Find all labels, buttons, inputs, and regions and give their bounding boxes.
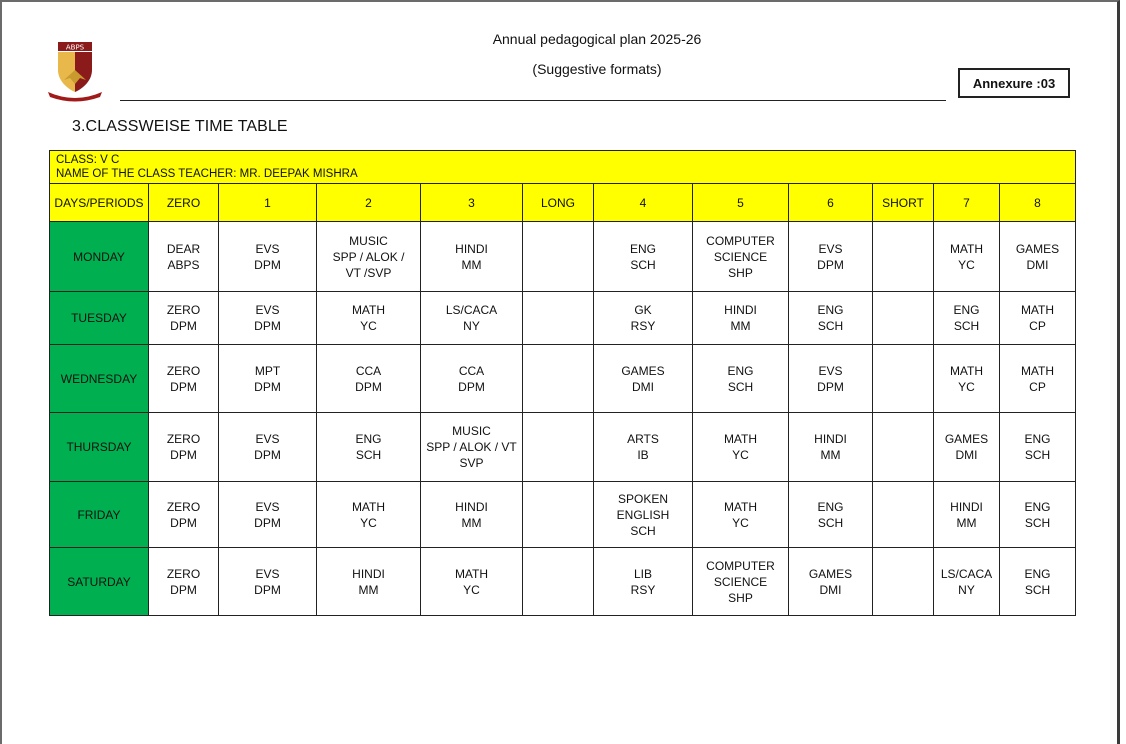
cell-line: MM xyxy=(461,257,482,272)
cell-line: SCH xyxy=(1024,582,1051,597)
cell-line: GAMES xyxy=(808,566,853,581)
cell-line: MUSIC xyxy=(349,233,388,248)
cell-line: DPM xyxy=(817,379,844,394)
period-cell xyxy=(1000,222,1076,292)
cell-line: ENG xyxy=(727,363,754,378)
period-cell xyxy=(789,413,873,482)
cell-line: DEAR xyxy=(166,241,201,256)
period-cell xyxy=(219,345,317,413)
cell-line: MATH xyxy=(351,303,386,317)
cell-line: MM xyxy=(358,582,379,597)
period-cell xyxy=(789,548,873,616)
period-cell xyxy=(317,548,421,616)
cell-line: SHP xyxy=(728,265,753,280)
cell-line: ENG xyxy=(355,432,382,446)
period-cell xyxy=(149,345,219,413)
cell-line: DPM xyxy=(170,379,197,394)
cell-line: MM xyxy=(730,319,751,333)
period-cell xyxy=(789,345,873,413)
cell-line: MM xyxy=(820,448,841,462)
cell-line: SCH xyxy=(630,523,656,538)
cell-line: LIB xyxy=(633,566,652,581)
cell-line: DPM xyxy=(355,379,382,394)
column-header: 2 xyxy=(317,184,421,222)
cell-line: CP xyxy=(1029,379,1046,394)
period-cell xyxy=(594,222,693,292)
column-header: 3 xyxy=(421,184,523,222)
cell-line: SVP xyxy=(459,456,484,470)
period-cell xyxy=(149,292,219,345)
period-cell xyxy=(934,413,1000,482)
cell-line: SCH xyxy=(727,379,754,394)
cell-line: IB xyxy=(637,448,649,462)
cell-line: DPM xyxy=(458,379,485,394)
cell-line: DMI xyxy=(632,379,654,394)
cell-line: SCIENCE xyxy=(713,249,768,264)
period-cell xyxy=(523,548,594,616)
period-cell xyxy=(789,482,873,548)
cell-line: CCA xyxy=(355,363,382,378)
cell-line: SCH xyxy=(1024,448,1051,462)
cell-line: HINDI xyxy=(724,303,757,317)
period-cell xyxy=(693,548,789,616)
header-row xyxy=(50,184,1076,222)
period-cell xyxy=(693,345,789,413)
table-row xyxy=(50,345,1076,413)
cell-line: SPP / ALOK / xyxy=(332,249,405,264)
cell-line: NY xyxy=(958,582,975,597)
table-row xyxy=(50,222,1076,292)
period-cell xyxy=(789,222,873,292)
period-cell xyxy=(693,482,789,548)
cell-line: EVS xyxy=(818,363,843,378)
period-cell xyxy=(934,222,1000,292)
cell-line: DMI xyxy=(955,448,978,462)
cell-line: CP xyxy=(1029,319,1046,333)
cell-line: MUSIC xyxy=(452,424,491,438)
period-cell xyxy=(219,548,317,616)
header-divider xyxy=(120,100,946,101)
cell-line: MM xyxy=(461,515,482,530)
annexure-box: Annexure :03 xyxy=(958,68,1070,98)
day-label: THURSDAY xyxy=(50,413,149,482)
period-cell xyxy=(873,292,934,345)
cell-line: DPM xyxy=(254,319,281,333)
column-header: LONG xyxy=(523,184,594,222)
cell-line: MATH xyxy=(949,363,984,378)
column-header: 1 xyxy=(219,184,317,222)
period-cell xyxy=(789,292,873,345)
column-header: 8 xyxy=(1000,184,1076,222)
cell-line: EVS xyxy=(255,499,280,514)
class-teacher: NAME OF THE CLASS TEACHER: MR. DEEPAK MISHRA xyxy=(56,168,358,180)
table-row xyxy=(50,292,1076,345)
cell-line: RSY xyxy=(630,582,656,597)
period-cell xyxy=(934,292,1000,345)
period-cell xyxy=(219,482,317,548)
period-cell xyxy=(594,413,693,482)
cell-line: HINDI xyxy=(455,499,488,514)
document-subtitle: (Suggestive formats) xyxy=(532,61,662,77)
cell-line: SCH xyxy=(817,515,844,530)
cell-line: SCH xyxy=(817,319,844,333)
period-cell xyxy=(934,482,1000,548)
cell-line: EVS xyxy=(255,303,280,317)
period-cell xyxy=(317,222,421,292)
period-cell xyxy=(594,548,693,616)
period-cell xyxy=(1000,292,1076,345)
cell-line: SPP / ALOK / VT xyxy=(426,440,517,454)
cell-line: YC xyxy=(360,515,377,530)
period-cell xyxy=(594,292,693,345)
day-label: MONDAY xyxy=(50,222,149,292)
cell-line: LS/CACA xyxy=(445,303,498,317)
table-row xyxy=(50,482,1076,548)
period-cell xyxy=(873,548,934,616)
cell-line: DPM xyxy=(254,379,281,394)
cell-line: MATH xyxy=(723,499,758,514)
cell-line: RSY xyxy=(630,319,656,333)
cell-line: ARTS xyxy=(627,432,659,446)
cell-line: SCIENCE xyxy=(713,574,768,589)
period-cell xyxy=(317,413,421,482)
timetable xyxy=(49,150,1076,616)
cell-line: MATH xyxy=(1020,363,1055,378)
period-cell xyxy=(317,292,421,345)
day-label: SATURDAY xyxy=(50,548,149,616)
cell-line: YC xyxy=(958,379,975,394)
column-header: 6 xyxy=(789,184,873,222)
period-cell xyxy=(421,345,523,413)
cell-line: HINDI xyxy=(455,241,488,256)
period-cell xyxy=(594,482,693,548)
cell-line: HINDI xyxy=(950,499,983,514)
cell-line: ZERO xyxy=(166,566,201,581)
cell-line: ENG xyxy=(953,303,980,317)
cell-line: DPM xyxy=(170,515,197,530)
period-cell xyxy=(421,222,523,292)
column-header: 7 xyxy=(934,184,1000,222)
period-cell xyxy=(1000,413,1076,482)
document-title: Annual pedagogical plan 2025-26 xyxy=(492,31,702,47)
period-cell xyxy=(149,482,219,548)
period-cell xyxy=(934,548,1000,616)
cell-line: MATH xyxy=(723,432,758,446)
cell-line: COMPUTER xyxy=(706,233,775,248)
cell-line: HINDI xyxy=(814,432,847,446)
cell-line: GAMES xyxy=(1015,241,1060,256)
cell-line: EVS xyxy=(255,432,280,446)
period-cell xyxy=(523,482,594,548)
cell-line: MM xyxy=(956,515,977,530)
column-header: 5 xyxy=(693,184,789,222)
period-cell xyxy=(149,548,219,616)
period-cell xyxy=(421,413,523,482)
cell-line: YC xyxy=(732,448,749,462)
cell-line: SCH xyxy=(630,257,656,272)
cell-line: GAMES xyxy=(621,363,665,378)
cell-line: DMI xyxy=(1026,257,1049,272)
cell-line: ENG xyxy=(1024,566,1051,581)
cell-line: DMI xyxy=(819,582,842,597)
class-name: CLASS: V C xyxy=(56,154,120,166)
period-cell xyxy=(523,413,594,482)
cell-line: MATH xyxy=(1020,303,1055,317)
cell-line: ENGLISH xyxy=(616,507,670,522)
cell-line: SCH xyxy=(355,448,382,462)
cell-line: EVS xyxy=(818,241,843,256)
cell-line: SCH xyxy=(1024,515,1051,530)
period-cell xyxy=(421,292,523,345)
period-cell xyxy=(1000,345,1076,413)
period-cell xyxy=(1000,548,1076,616)
cell-line: ABPS xyxy=(167,257,200,272)
period-cell xyxy=(317,345,421,413)
cell-line: DPM xyxy=(817,257,844,272)
cell-line: MATH xyxy=(454,566,489,581)
column-header: DAYS/PERIODS xyxy=(50,184,149,222)
cell-line: MATH xyxy=(351,499,386,514)
period-cell xyxy=(523,345,594,413)
period-cell xyxy=(873,222,934,292)
column-header: SHORT xyxy=(873,184,934,222)
period-cell xyxy=(873,345,934,413)
cell-line: DPM xyxy=(170,582,197,597)
period-cell xyxy=(873,413,934,482)
cell-line: ZERO xyxy=(166,363,201,378)
period-cell xyxy=(149,222,219,292)
logo-text: ABPS xyxy=(65,43,85,52)
cell-line: GK xyxy=(634,303,652,317)
cell-line: ENG xyxy=(1024,499,1051,514)
period-cell xyxy=(1000,482,1076,548)
cell-line: YC xyxy=(958,257,975,272)
cell-line: ENG xyxy=(817,499,844,514)
day-label: TUESDAY xyxy=(50,292,149,345)
period-cell xyxy=(219,413,317,482)
cell-line: SHP xyxy=(728,590,753,605)
cell-line: ZERO xyxy=(166,303,201,317)
cell-line: CCA xyxy=(458,363,485,378)
period-cell xyxy=(873,482,934,548)
period-cell xyxy=(421,548,523,616)
period-cell xyxy=(219,292,317,345)
period-cell xyxy=(523,222,594,292)
cell-line: NY xyxy=(463,319,480,333)
period-cell xyxy=(594,345,693,413)
period-cell xyxy=(523,292,594,345)
school-logo xyxy=(46,40,104,102)
cell-line: DPM xyxy=(254,257,281,272)
cell-line: DPM xyxy=(170,448,197,462)
cell-line: DPM xyxy=(254,515,281,530)
cell-line: MATH xyxy=(949,241,984,256)
cell-line: LS/CACA xyxy=(940,566,993,581)
period-cell xyxy=(317,482,421,548)
cell-line: EVS xyxy=(255,566,280,581)
cell-line: SPOKEN xyxy=(617,491,668,506)
day-label: FRIDAY xyxy=(50,482,149,548)
cell-line: ENG xyxy=(817,303,844,317)
period-cell xyxy=(421,482,523,548)
cell-line: YC xyxy=(463,582,480,597)
cell-line: SCH xyxy=(953,319,980,333)
period-cell xyxy=(934,345,1000,413)
period-cell xyxy=(693,413,789,482)
cell-line: ZERO xyxy=(166,499,201,514)
cell-line: EVS xyxy=(255,241,280,256)
cell-line: ENG xyxy=(629,241,656,256)
period-cell xyxy=(219,222,317,292)
table-row xyxy=(50,548,1076,616)
cell-line: VT /SVP xyxy=(345,265,392,280)
cell-line: ENG xyxy=(1024,432,1051,446)
table-row xyxy=(50,413,1076,482)
period-cell xyxy=(149,413,219,482)
cell-line: DPM xyxy=(254,448,281,462)
cell-line: COMPUTER xyxy=(706,558,775,573)
period-cell xyxy=(693,292,789,345)
column-header: 4 xyxy=(594,184,693,222)
day-label: WEDNESDAY xyxy=(50,345,149,413)
cell-line: DPM xyxy=(170,319,197,333)
class-info xyxy=(50,151,1076,184)
section-title: 3.CLASSWEISE TIME TABLE xyxy=(72,118,288,135)
period-cell xyxy=(693,222,789,292)
cell-line: GAMES xyxy=(944,432,989,446)
cell-line: MPT xyxy=(254,363,281,378)
column-header: ZERO xyxy=(149,184,219,222)
cell-line: DPM xyxy=(254,582,281,597)
cell-line: YC xyxy=(732,515,749,530)
cell-line: YC xyxy=(360,319,377,333)
cell-line: HINDI xyxy=(352,566,385,581)
cell-line: ZERO xyxy=(166,432,201,446)
